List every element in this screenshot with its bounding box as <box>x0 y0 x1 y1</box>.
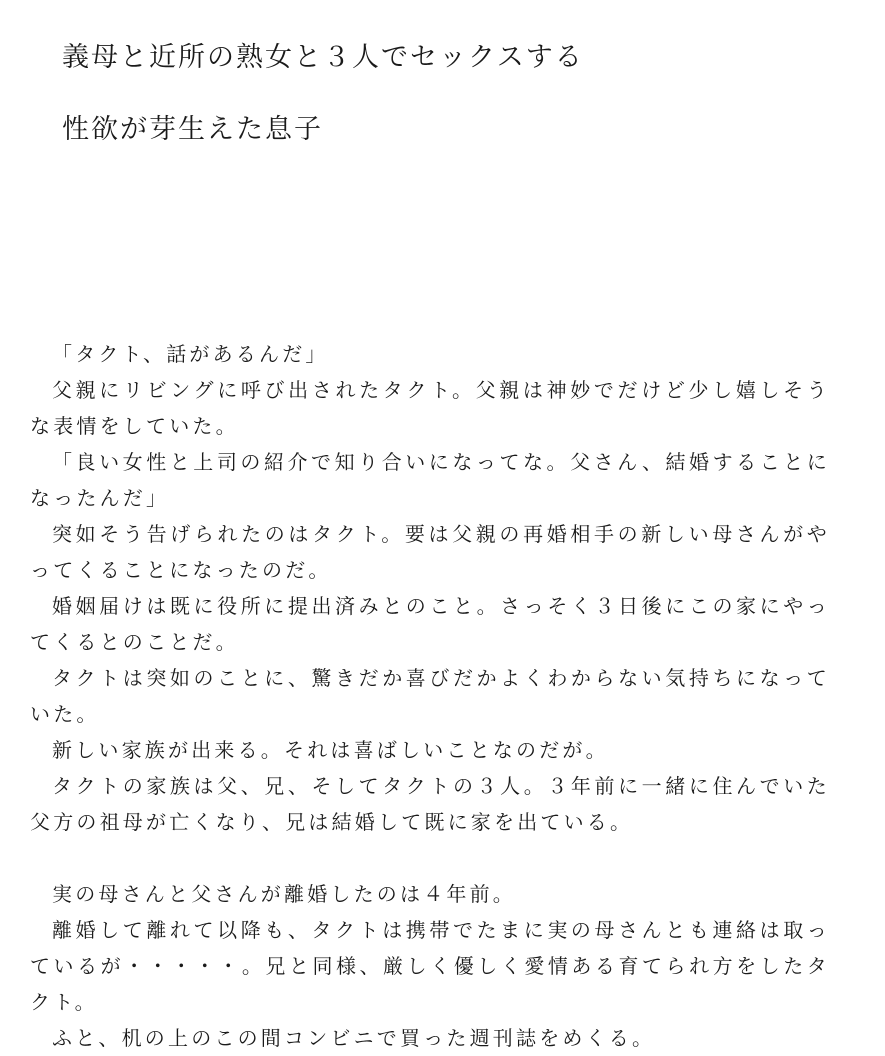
paragraph: 「良い女性と上司の紹介で知り合いになってな。父さん、結婚することになったんだ」 <box>30 450 830 510</box>
paragraph: 新しい家族が出来る。それは喜ばしいことなのだが。 <box>52 738 609 762</box>
paragraph: 婚姻届けは既に役所に提出済みとのこと。さっそく３日後にこの家にやってくるとのことだ。 <box>30 594 830 654</box>
paragraph: 突如そう告げられたのはタクト。要は父親の再婚相手の新しい母さんがやってくることになったのだ。 <box>30 522 830 582</box>
document-title <box>62 22 842 166</box>
paragraph: タクトは突如のことに、驚きだか喜びだかよくわからない気持ちになっていた。 <box>30 666 830 726</box>
title-line-1: 義母と近所の熟女と３人でセックスする <box>62 42 584 73</box>
blank-line <box>30 840 830 876</box>
paragraph: 離婚して離れて以降も、タクトは携帯でたまに実の母さんとも連絡は取っているが・・・・・。兄と同様、厳しく優しく愛情ある育てられ方をしたタクト。 <box>30 918 830 1014</box>
paragraph: 実の母さんと父さんが離婚したのは４年前。 <box>52 882 516 906</box>
paragraph: ふと、机の上のこの間コンビニで買った週刊誌をめくる。 <box>52 1026 656 1050</box>
paragraph: 父親にリビングに呼び出されたタクト。父親は神妙でだけど少し嬉しそうな表情をしていた。 <box>30 378 830 438</box>
paragraph: タクトの家族は父、兄、そしてタクトの３人。３年前に一緒に住んでいた父方の祖母が亡くなり、兄は結婚して既に家を出ている。 <box>30 774 830 834</box>
body-text <box>30 336 830 1056</box>
paragraph: 「タクト、話があるんだ」 <box>52 342 329 366</box>
title-line-2: 性欲が芽生えた息子 <box>62 114 323 145</box>
